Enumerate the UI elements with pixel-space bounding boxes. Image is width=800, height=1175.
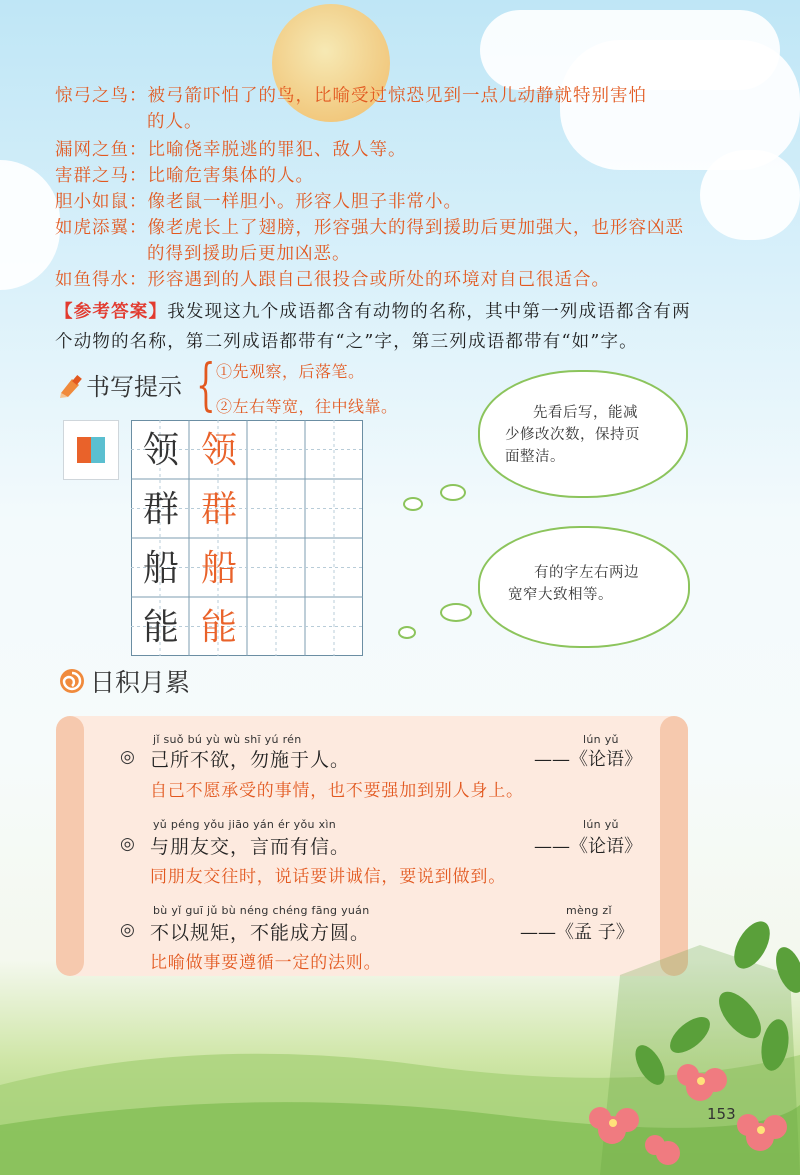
definition-line: 胆小如鼠：像老鼠一样胆小。形容人胆子非常小。 — [55, 192, 462, 212]
writing-grid-icon — [63, 420, 119, 480]
daily-accumulation-title: 日积月累 — [90, 668, 191, 697]
definition-line: 如虎添翼：像老虎长上了翅膀，形容强大的得到援助后更加强大，也形容凶恶 — [55, 218, 684, 238]
source-pinyin: lún yǔ — [583, 733, 619, 746]
meadow-illustration — [0, 915, 800, 1175]
definition-line: 如鱼得水：形容遇到的人跟自己很投合或所处的环境对自己很适合。 — [55, 270, 610, 290]
definition-line: 的人。 — [147, 112, 203, 132]
writing-tip: ②左右等宽，往中线靠。 — [216, 397, 398, 416]
thought-dot — [403, 497, 423, 511]
definition-line: 害群之马：比喻危害集体的人。 — [55, 166, 314, 186]
bullet-icon: ◎ — [120, 747, 135, 767]
thought-bubble-text: 先看后写，能减 少修改次数，保持页 面整洁。 — [505, 405, 640, 465]
quote-text: 己所不欲，勿施于人。 — [150, 749, 351, 771]
quote-text: 与朋友交，言而有信。 — [150, 836, 351, 858]
cloud-illustration — [0, 160, 60, 290]
writing-tip: ①先观察，后落笔。 — [216, 362, 365, 381]
model-character: 船 — [142, 548, 179, 589]
thought-dot — [440, 484, 466, 501]
quote-pinyin: bù yǐ guī jǔ bù néng chéng fāng yuán — [153, 904, 370, 917]
model-character: 能 — [142, 607, 179, 648]
writing-tips-title: 书写提示 — [86, 373, 182, 401]
quote-source: ——《论语》 — [534, 836, 642, 857]
quote-source: ——《孟 子》 — [520, 922, 634, 943]
quote-source: ——《论语》 — [534, 749, 642, 770]
quote-meaning: 比喻做事要遵循一定的法则。 — [150, 953, 382, 973]
character-practice-grid — [131, 420, 363, 656]
trace-character: 群 — [200, 489, 237, 530]
quote-meaning: 同朋友交往时，说话要讲诚信，要说到做到。 — [150, 867, 506, 887]
quote-pinyin: jǐ suǒ bú yù wù shī yú rén — [153, 733, 302, 746]
bullet-icon: ◎ — [120, 834, 135, 854]
thought-bubble-text: 有的字左右两边 宽窄大致相等。 — [508, 565, 639, 603]
trace-character: 领 — [200, 430, 237, 471]
swirl-icon — [58, 667, 86, 695]
brace-symbol: { — [196, 353, 216, 418]
answer-text: 个动物的名称，第二列成语都带有“之”字，第三列成语都带有“如”字。 — [55, 332, 638, 352]
model-character: 领 — [142, 430, 179, 471]
page-number: 153 — [707, 1105, 736, 1123]
trace-character: 能 — [200, 607, 237, 648]
thought-dot — [440, 603, 472, 622]
trace-character: 船 — [200, 548, 237, 589]
definition-line: 惊弓之鸟：被弓箭吓怕了的鸟，比喻受过惊恐见到一点儿动静就特别害怕 — [55, 86, 647, 106]
definition-line: 漏网之鱼：比喻侥幸脱逃的罪犯、敌人等。 — [55, 140, 407, 160]
thought-dot — [398, 626, 416, 639]
answer-text: 我发现这九个成语都含有动物的名称，其中第一列成语都含有两 — [167, 302, 691, 322]
reference-answer — [55, 297, 755, 357]
pencil-icon — [58, 373, 84, 399]
source-pinyin: mèng zǐ — [566, 904, 612, 917]
answer-tag: 【参考答案】 — [55, 302, 168, 322]
quote-pinyin: yǔ péng yǒu jiāo yán ér yǒu xìn — [153, 818, 337, 831]
quote-text: 不以规矩，不能成方圆。 — [150, 922, 371, 944]
source-pinyin: lún yǔ — [583, 818, 619, 831]
cloud-illustration — [700, 150, 800, 240]
bullet-icon: ◎ — [120, 920, 135, 940]
model-character: 群 — [142, 489, 179, 530]
definition-line: 的得到援助后更加凶恶。 — [147, 244, 351, 264]
quote-meaning: 自己不愿承受的事情，也不要强加到别人身上。 — [150, 781, 524, 801]
